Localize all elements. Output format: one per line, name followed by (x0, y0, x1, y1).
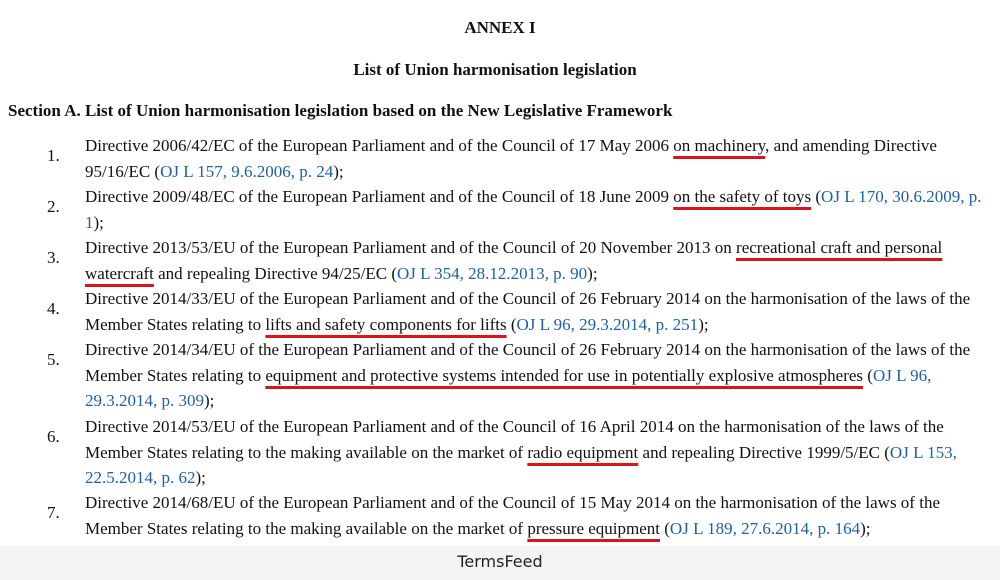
brand-logo-text: TermsFeed (457, 552, 543, 571)
highlighted-subject: pressure equipment (527, 518, 660, 538)
item-text: Directive 2014/68/EU of the European Parliament and of the Council of 15 May 2014 on the harmonisation of the laws of the Member States relating to the making available on the market of pressure equipment (OJ L 189, 27.6.2014, p. 164); (85, 493, 940, 538)
item-text: Directive 2014/33/EU of the European Parliament and of the Council of 26 February 2014 on the harmonisation of the laws of the Member States relating to lifts and safety components for lifts (OJ L 96, 29.3.2014, p. 251); (85, 289, 971, 334)
oj-reference-link[interactable]: OJ L 153, 22.5.2014, p. 62 (85, 442, 957, 487)
item-text: Directive 2006/42/EC of the European Parliament and of the Council of 17 May 2006 on machinery, and amending Directive 95/16/EC (OJ L 157, 9.6.2006, p. 24); (85, 136, 937, 181)
oj-reference-link[interactable]: OJ L 157, 9.6.2006, p. 24 (160, 161, 334, 181)
item-text: Directive 2009/48/EC of the European Parliament and of the Council of 18 June 2009 on the safety of toys (OJ L 170, 30.6.2009, p. 1); (85, 187, 982, 232)
highlighted-subject: lifts and safety components for lifts (265, 314, 507, 334)
highlighted-subject: radio equipment (527, 442, 639, 462)
item-text: Directive 2013/53/EU of the European Parliament and of the Council of 20 November 2013 on recreational craft and personal watercraft and repealing Directive 94/25/EC (OJ L 354, 28.12.2013, p. 90); (85, 238, 943, 283)
highlighted-subject: on the safety of toys (673, 187, 812, 206)
annex-title: ANNEX I (464, 18, 536, 37)
footer-brand-bar (0, 546, 1000, 580)
item-number: 6. (47, 427, 60, 446)
annex-subtitle: List of Union harmonisation legislation (353, 60, 637, 79)
section-heading: Section A. List of Union harmonisation legislation based on the New Legislative Framework (8, 101, 673, 120)
oj-reference-link[interactable]: OJ L 354, 28.12.2013, p. 90 (397, 263, 588, 283)
item-text: Directive 2014/53/EU of the European Parliament and of the Council of 16 April 2014 on the harmonisation of the laws of the Member States relating to the making available on the market of radio equipment and repealing Directive 1999/5/EC (OJ L 153, 22.5.2014, p. 62); (85, 417, 957, 487)
item-number: 1. (47, 146, 60, 165)
item-number: 7. (47, 503, 60, 522)
item-number: 3. (47, 248, 60, 267)
item-number: 2. (47, 197, 60, 216)
oj-reference-link[interactable]: OJ L 189, 27.6.2014, p. 164 (669, 518, 861, 538)
highlighted-subject: on machinery (673, 136, 766, 155)
highlighted-subject: equipment and protective systems intended for use in potentially explosive atmospheres (265, 365, 864, 385)
item-text: Directive 2014/34/EU of the European Parliament and of the Council of 26 February 2014 on the harmonisation of the laws of the Member States relating to equipment and protective systems intended for use in potentially explosive atmospheres (OJ L 96, 29.3.2014, p. 309); (85, 340, 971, 410)
item-number: 4. (47, 299, 60, 318)
item-number: 5. (47, 350, 60, 369)
oj-reference-link[interactable]: OJ L 96, 29.3.2014, p. 309 (85, 365, 932, 410)
oj-reference-link[interactable]: OJ L 170, 30.6.2009, p. 1 (85, 187, 982, 232)
oj-reference-link[interactable]: OJ L 96, 29.3.2014, p. 251 (516, 314, 699, 334)
highlighted-subject: recreational craft and personal watercraft (85, 238, 943, 283)
